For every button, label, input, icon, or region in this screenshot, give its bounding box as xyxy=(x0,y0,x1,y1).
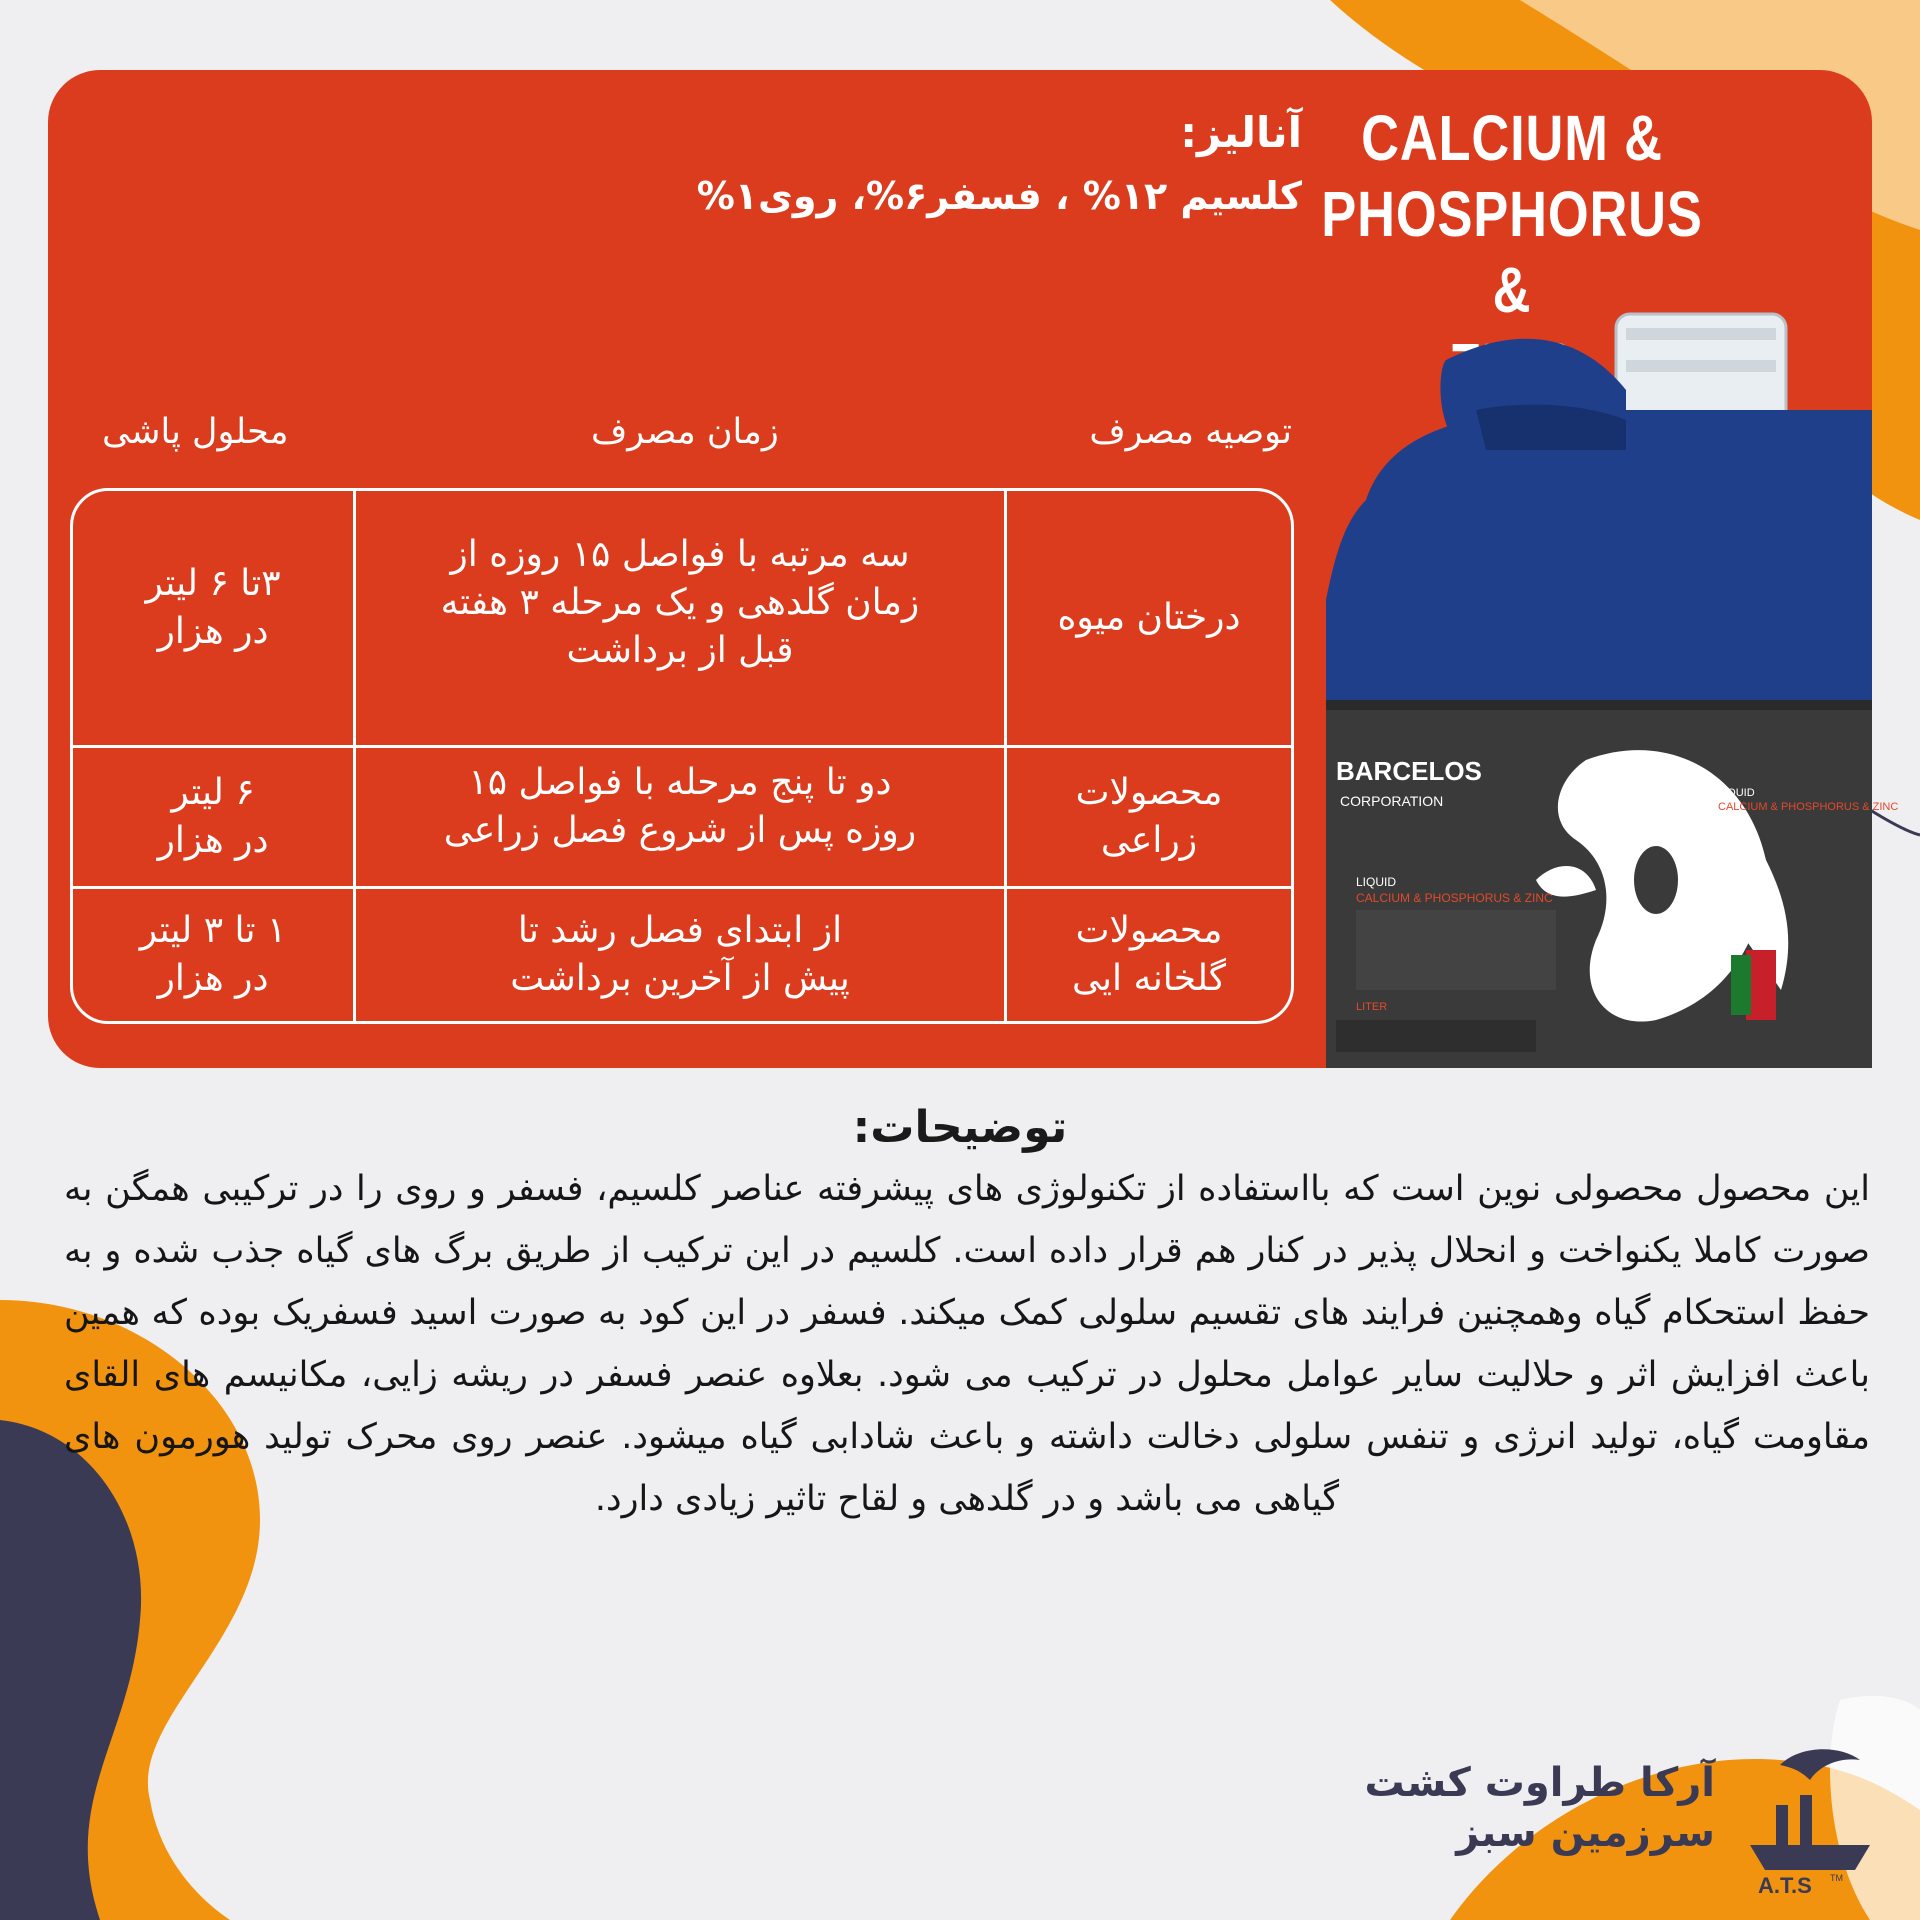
header-solution: محلول پاشی xyxy=(102,412,289,452)
bottle-liquid: LIQUID xyxy=(1356,875,1397,889)
company-name xyxy=(1364,1758,1715,1858)
header-recommendation: توصیه مصرف xyxy=(1089,412,1292,452)
cell-timing: سه مرتبه با فواصل ۱۵ روزه از زمان گلدهی و یک مرحله ۳ هفته قبل از برداشت xyxy=(353,491,1007,745)
product-card xyxy=(48,70,1899,1068)
cell-timing: دو تا پنج مرحله با فواصل ۱۵ روزه پس از شروع فصل زراعی xyxy=(353,748,1007,886)
cell-crop: محصولات زراعی xyxy=(1075,772,1223,861)
cell-dose: ۶ لیتر در هزار xyxy=(157,772,269,861)
description-title: توضیحات: xyxy=(852,1102,1068,1153)
usage-table xyxy=(70,488,1294,1024)
table-row xyxy=(73,491,1291,745)
table-row xyxy=(73,748,1291,886)
bottle-brand-sub: CORPORATION xyxy=(1340,793,1444,809)
bottle-brand: BARCELOS xyxy=(1336,756,1482,786)
ats-logo-tm: TM xyxy=(1830,1873,1843,1883)
bottle-product-right: CALCIUM & PHOSPHORUS & ZINC xyxy=(1718,801,1899,813)
company-name-line: سرزمین سبز xyxy=(1456,1810,1715,1856)
analysis-label: آنالیز: xyxy=(1180,108,1302,157)
bottle-liquid-right: LIQUID xyxy=(1718,787,1755,799)
company-name-line: آرکا طراوت کشت xyxy=(1364,1760,1715,1806)
product-title-line: PHOSPHORUS & xyxy=(1321,178,1703,326)
cell-dose: ۱ تا ۳ لیتر در هزار xyxy=(139,910,287,999)
description-body: این محصول محصولی نوین است که بااستفاده از تکنولوژی های پیشرفته عناصر کلسیم، فسفر و روی را در ترکیبی همگن به صورت کاملا یکنواخت و انحلال پذیر در کنار هم قرار داده است. کلسیم در این ترکیب از طریق برگ های گیاه جذب شده و به حفظ استحکام گیاه وهمچنین فرایند های تقسیم سلولی کمک میکند. فسفر در این کود به صورت اسید فسفریک بوده که همین باعث افزایش اثر و حلالیت سایر عوامل محلول در ترکیب می شود. بعلاوه عنصر فسفر در ریشه زایی، مکانیسم های القای مقاومت گیاه، تولید انرژی و تنفس سلولی دخالت داشته و باعث شادابی گیاه میشود. عنصر روی محرک تولید هورمون های گیاهی می باشد و در گلدهی و لقاح تاثیر زیادی دارد. xyxy=(64,1169,1870,1519)
table-row xyxy=(73,889,1291,1021)
cell-dose: ۳تا ۶ لیتر در هزار xyxy=(145,563,281,652)
cell-crop: درختان میوه xyxy=(1057,597,1241,638)
cell-timing: از ابتدای فصل رشد تا پیش از آخرین برداشت xyxy=(353,889,1007,1021)
cell-crop: محصولات گلخانه ایی xyxy=(1071,910,1227,999)
ats-logo xyxy=(1740,1745,1880,1898)
ats-logo-text: A.T.S xyxy=(1758,1873,1812,1898)
header-timing: زمان مصرف xyxy=(591,412,779,452)
bottle-liter: LITER xyxy=(1356,1001,1388,1013)
bottle-product: CALCIUM & PHOSPHORUS & ZINC xyxy=(1356,891,1553,905)
product-title-line: CALCIUM & xyxy=(1361,102,1663,174)
analysis-value: کلسیم ۱۲% ، فسفر۶%، روی۱% xyxy=(696,174,1302,218)
analysis-block xyxy=(697,104,1302,224)
product-jug-image xyxy=(1326,300,1899,1068)
